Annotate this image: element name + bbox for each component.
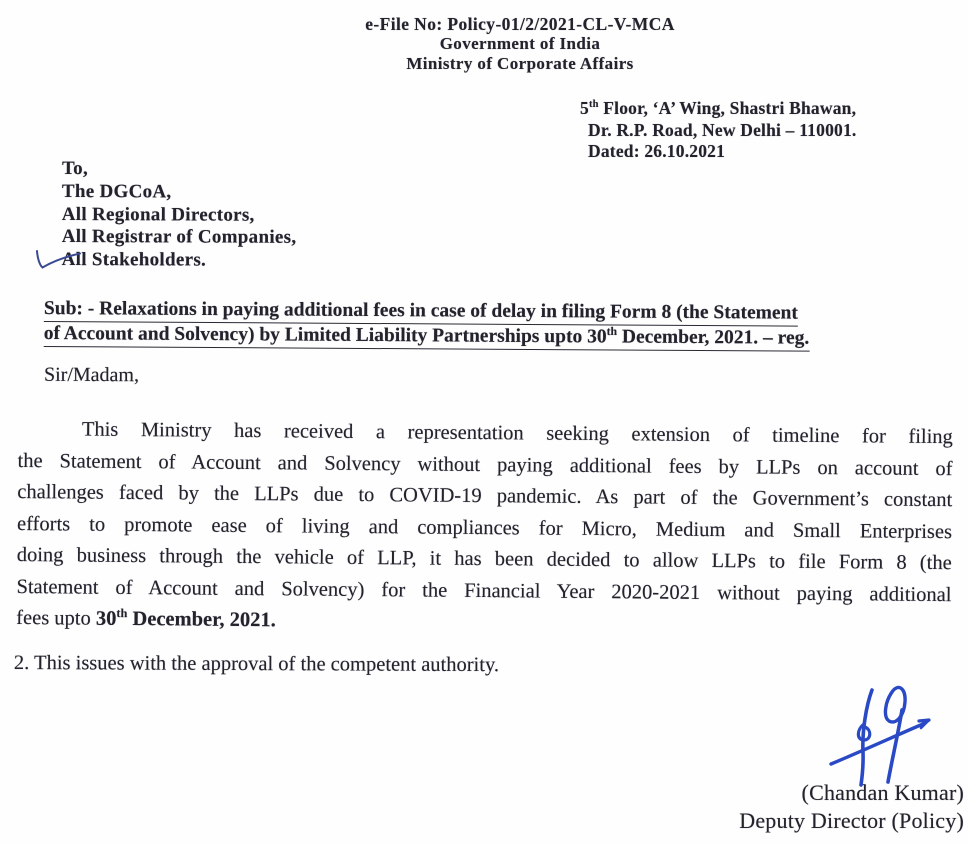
- recipient-line: All Regional Directors,: [61, 203, 255, 226]
- recipient-line: To,: [61, 158, 89, 180]
- recipient-line: The DGCoA,: [61, 180, 172, 203]
- signatory-name: (Chandan Kumar): [801, 780, 964, 805]
- office-address-line-2: Dr. R.P. Road, New Delhi – 110001.: [588, 119, 857, 140]
- letterhead: [72, 14, 968, 74]
- salutation: Sir/Madam,: [43, 363, 140, 387]
- office-address-line-1: 5th Floor, ‘A’ Wing, Shastri Bhawan,: [580, 98, 857, 118]
- office-address-block: [580, 98, 857, 163]
- body-line-last: fees upto 30th December, 2021.: [16, 606, 276, 632]
- ministry-name-line: Ministry of Corporate Affairs: [406, 54, 634, 73]
- subject-block: [44, 297, 954, 353]
- paragraph-2: 2. This issues with the approval of the competent authority.: [13, 652, 500, 677]
- signatory-designation: Deputy Director (Policy): [739, 807, 964, 833]
- tick-mark-annotation: [33, 247, 83, 275]
- body-line: This Ministry has received a representation seeking extension of timeline for filing: [81, 418, 953, 449]
- signature-ink: [828, 680, 966, 790]
- body-line: challenges faced by the LLPs due to COVID-19 pandemic. As part of the Government’s constant: [17, 480, 953, 512]
- body-line: the Statement of Account and Solvency without paying additional fees by LLPs on account of: [17, 449, 953, 480]
- body-line: efforts to promote ease of living and compliances for Micro, Medium and Small Enterprises: [16, 512, 953, 543]
- dated-line: Dated: 26.10.2021: [588, 141, 726, 161]
- body-paragraph: [16, 414, 953, 643]
- body-line: Statement of Account and Solvency) for the Financial Year 2020-2021 without paying additional: [16, 575, 952, 606]
- efile-number: e-File No: Policy-01/2/2021-CL-V-MCA: [365, 14, 675, 34]
- government-of-india-line: Government of India: [439, 34, 601, 53]
- subject-line-2: of Account and Solvency) by Limited Liability Partnerships upto 30th December, 2021. – reg.: [44, 322, 810, 352]
- recipient-line: All Registrar of Companies,: [61, 226, 297, 249]
- recipient-block: [62, 158, 297, 273]
- subject-line-1: Sub: - Relaxations in paying additional fees in case of delay in filing Form 8 (the Statement: [44, 297, 798, 327]
- recipient-line: All Stakeholders.: [61, 249, 207, 271]
- body-line: doing business through the vehicle of LLP, it has been decided to allow LLPs to file Form 8 (the: [16, 543, 952, 575]
